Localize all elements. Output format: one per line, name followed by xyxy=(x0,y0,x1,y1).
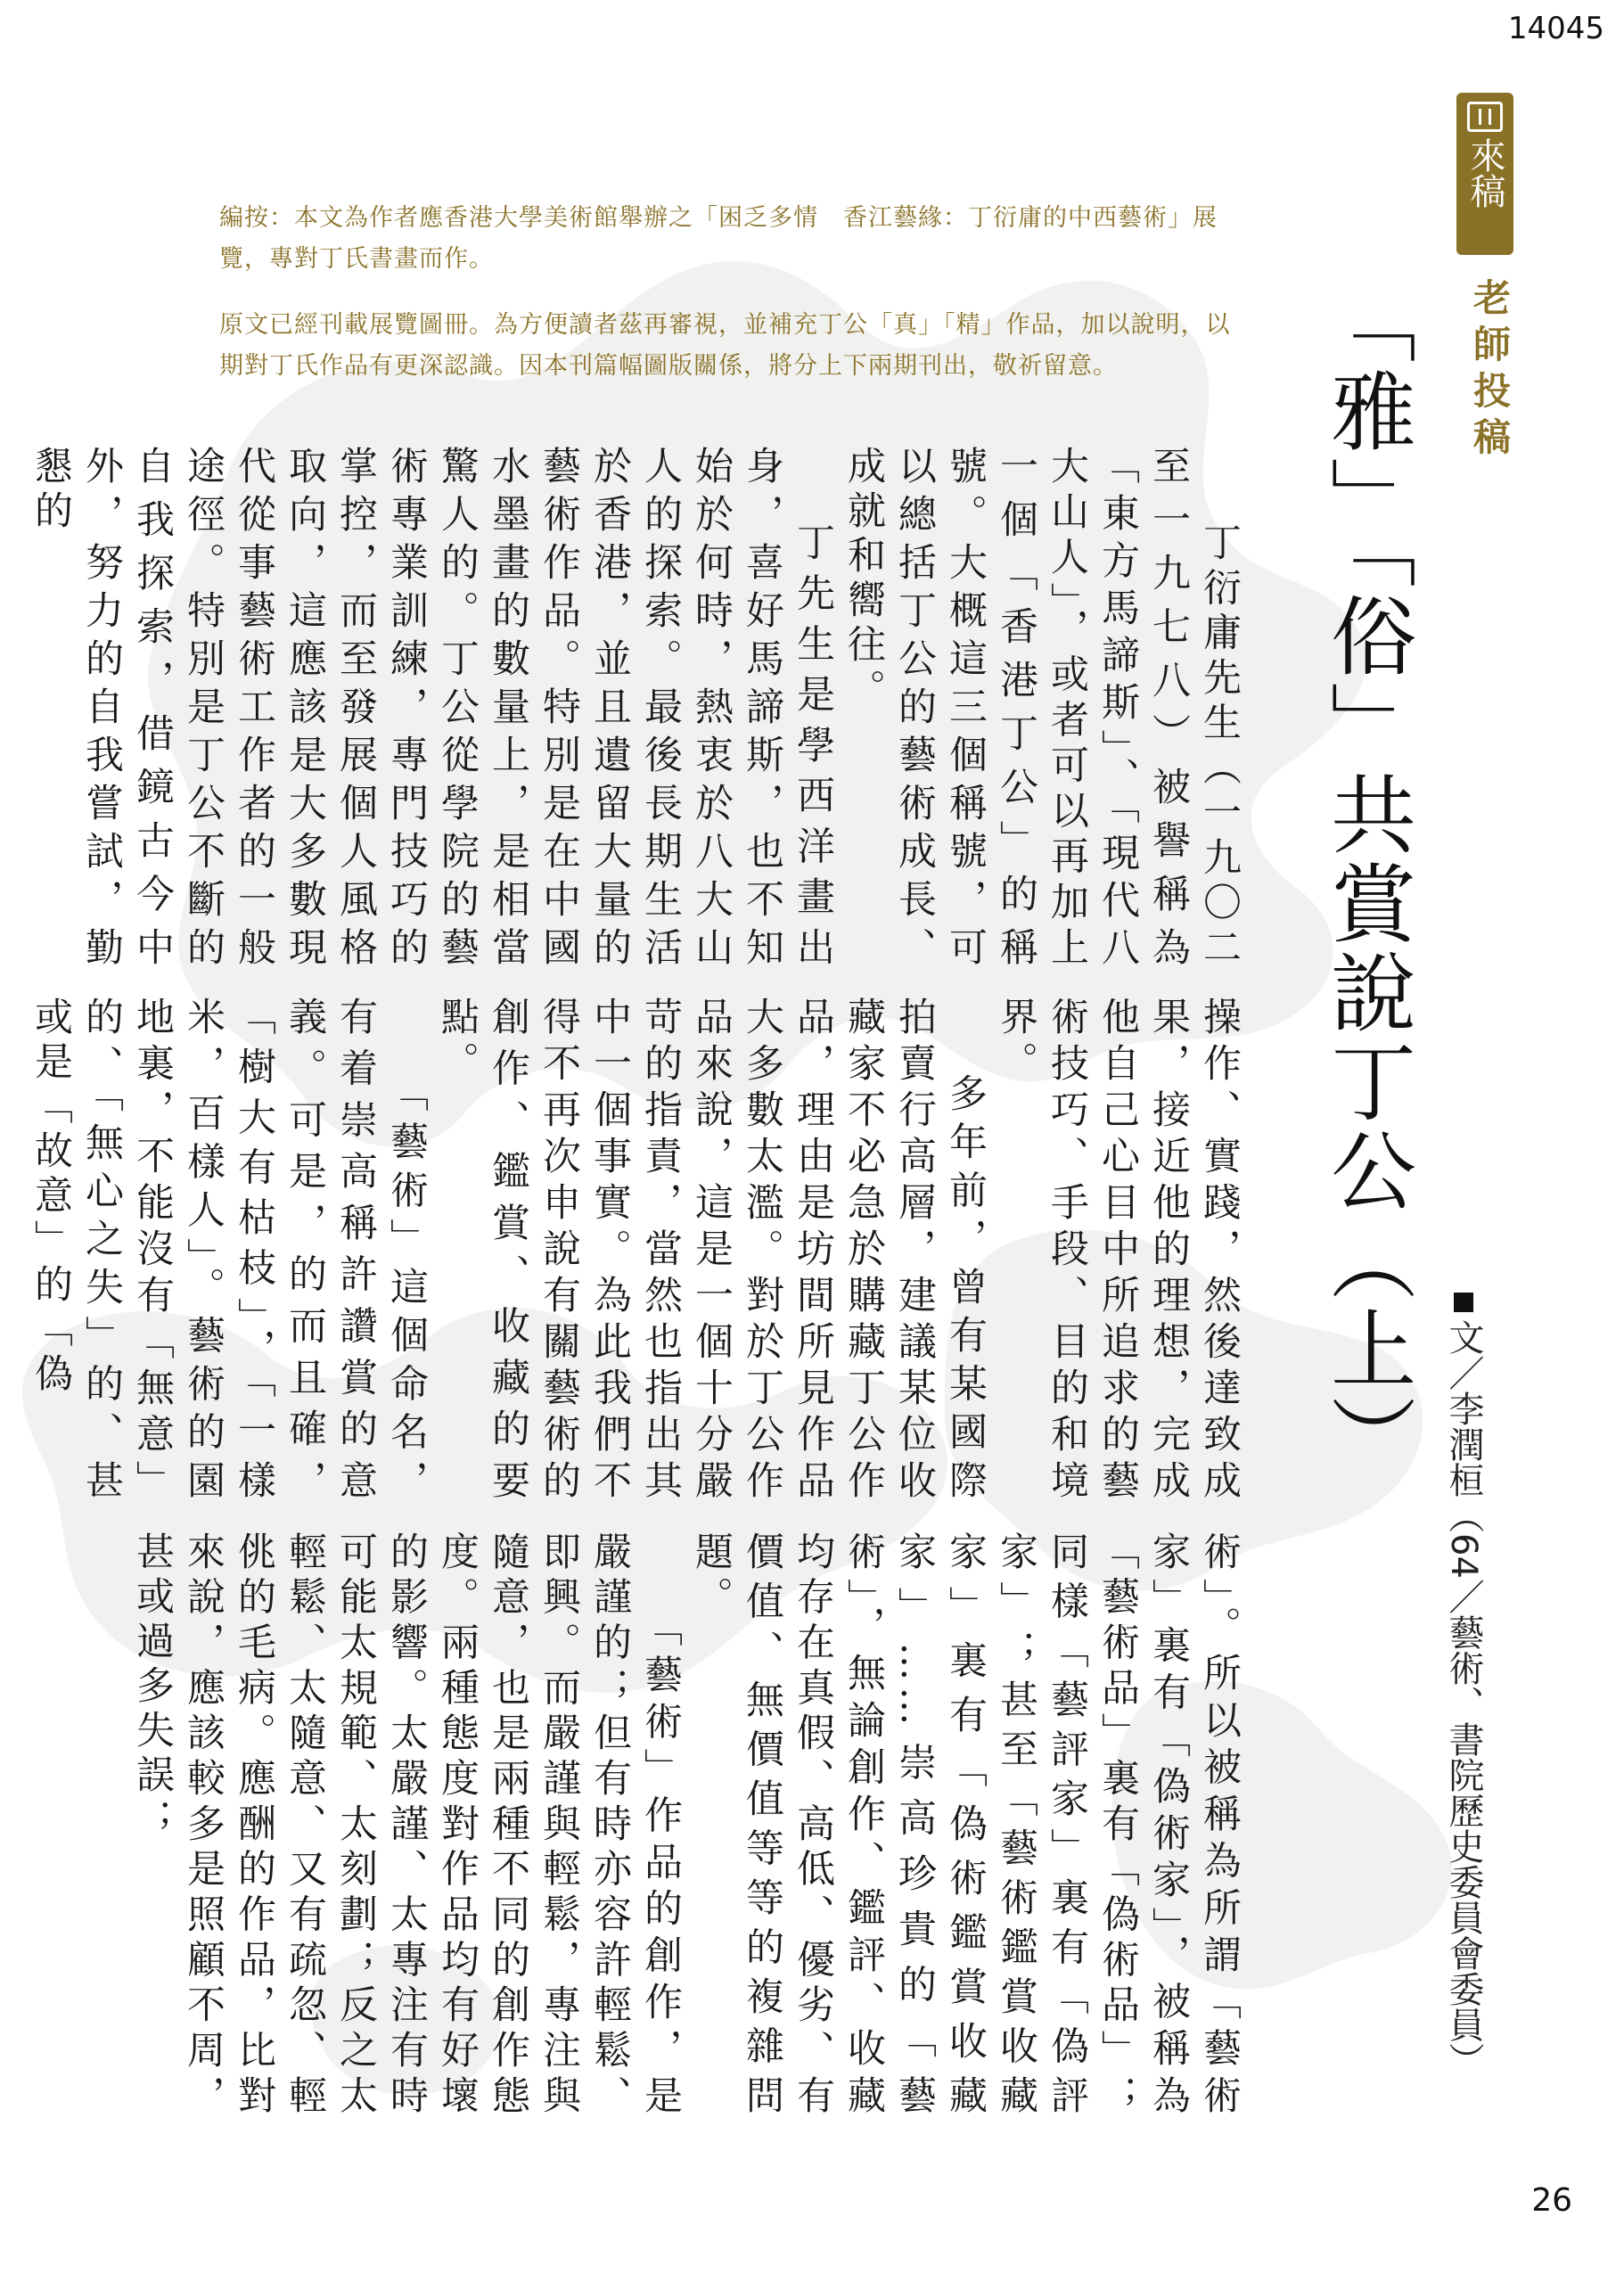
section-title: 老師投稿 xyxy=(1468,278,1512,464)
body-paragraph: 丁先生是學西洋畫出身，喜好馬諦斯，也不知始於何時，熱衷於八大山人的探索。最後長期生活於香港，並且遺留大量的藝術作品。特別是在中國水墨畫的數量上，是相當驚人的。丁公從學院的藝術專業訓練，專門技巧的掌控，而至發展個人風格取向，這應該是大多數現代從事藝術工作者的一般途徑。特別是丁公不斷的自我探索，借鏡古今中外，努力的自我嘗試，勤懇的 xyxy=(29,446,835,972)
byline-text: 文／李潤桓（64／藝術、書院歷史委員會委員） xyxy=(1443,1319,1484,2078)
editor-note-paragraph-2: 原文已經刊載展覽圖冊。為方便讀者茲再審視，並補充丁公「真」「精」作品，加以說明，以期對丁氏作品有更深認識。因本刊篇幅圖版關係，將分上下兩期刊出，敬祈留意。 xyxy=(219,311,1231,380)
article-headline: 「雅」「俗」共賞說丁公（上） xyxy=(1316,278,1417,1483)
body-paragraph: 術」。所以被稱為所謂「藝術家」裏有「偽術家」，被稱為「藝術品」裏有「偽術品」；同樣「藝評家」裏有「偽評家」；甚至「藝術鑑賞收藏家」裏有「偽術鑑賞收藏家」……崇高珍貴的「藝術」，無論創作、鑑評、收藏均存在真假、高低、優劣、有價值、無價值等等的複雜問題。 xyxy=(689,1531,1242,2120)
book-icon xyxy=(1467,102,1503,132)
submission-badge xyxy=(1456,93,1513,255)
body-text-block-top xyxy=(29,446,1244,972)
body-text-block-bottom xyxy=(130,1531,1244,2120)
body-paragraph: 多年前，曾有某國際拍賣行高層，建議某位收藏家不必急於購藏丁公作品，理由是坊間所見作品大多數太濫。對於丁公作品來說，這是一個十分嚴苛的指責，當然也指出其中一個事實。為此我們不得不再次申說有關藝術的創作、鑑賞、收藏的要點。 xyxy=(435,997,988,1505)
body-paragraph: 「藝術」這個命名，有着崇高稱許讚賞的意義。可是，的而且確，「樹大有枯枝」，「一樣米，百樣人」。藝術的園地裏，不能沒有「無意」的、「無心之失」的、甚或是「故意」的「偽 xyxy=(29,997,429,1505)
badge-label: 來稿 xyxy=(1464,137,1505,209)
body-paragraph: 丁衍庸先生（一九〇二至一九七八）被譽稱為「東方馬諦斯」、「現代八大山人」，或者可以再加上一個「香港丁公」的稱號。大概這三個稱號，可以總括丁公的藝術成長、成就和嚮往。 xyxy=(841,446,1242,972)
editor-note xyxy=(219,198,1244,412)
body-paragraph: 「藝術」作品的創作，是嚴謹的；但有時亦容許輕鬆、即興。而嚴謹與輕鬆，專注與隨意，也是兩種不同的創作態度。兩種態度對作品均有好壞的影響。太嚴謹、太專注有時可能太規範、太刻劃；反之太輕鬆、太隨意、又有疏忽、輕佻的毛病。應酬的作品，比對來說，應該較多是照顧不周，甚或過多失誤； xyxy=(130,1531,683,2120)
body-paragraph: 操作、實踐，然後達致成果，接近他的理想，完成他自己心目中所追求的藝術技巧、手段、目的和境界。 xyxy=(994,997,1242,1505)
square-bullet-icon xyxy=(1454,1293,1473,1312)
page-number-top: 14045 xyxy=(1507,11,1604,46)
author-byline xyxy=(1439,1293,1489,2202)
editor-note-paragraph-1: 編按：本文為作者應香港大學美術館舉辦之「困乏多情 香江藝緣：丁衍庸的中西藝術」展覽，專對丁氏書畫而作。 xyxy=(219,204,1218,273)
page-number-bottom: 26 xyxy=(1531,2182,1572,2219)
body-text-block-middle xyxy=(29,997,1244,1505)
